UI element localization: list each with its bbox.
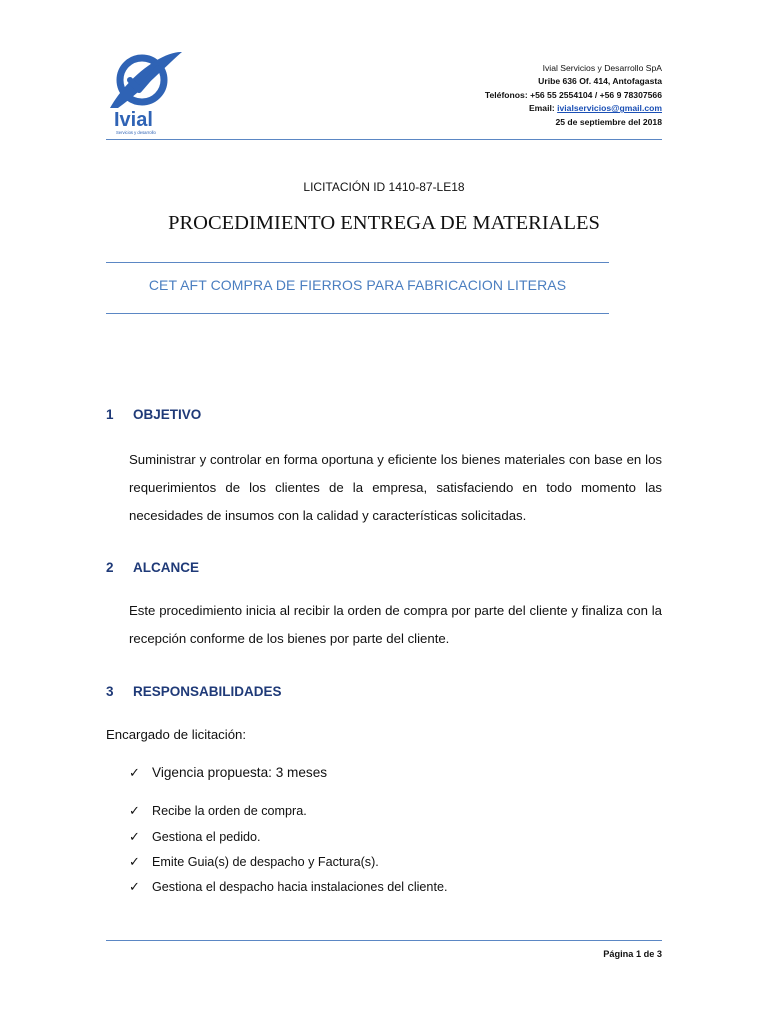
email-label: Email: <box>528 103 558 114</box>
section-number: 2 <box>106 560 114 575</box>
company-phones: Teléfonos: +56 55 2554104 / +56 9 78307566 <box>484 89 662 100</box>
subtitle-top-rule <box>106 262 609 263</box>
licitacion-id: LICITACIÓN ID 1410-87-LE18 <box>303 180 465 194</box>
section-number: 1 <box>106 407 114 422</box>
company-name: Ivial Servicios y Desarrollo SpA <box>542 63 662 73</box>
list-item <box>129 829 261 845</box>
section-title: OBJETIVO <box>133 407 202 422</box>
company-address: Uribe 636 Of. 414, Antofagasta <box>538 76 662 87</box>
checkmark-icon: ✓ <box>129 803 140 818</box>
list-item-text: Emite Guia(s) de despacho y Factura(s). <box>152 855 379 869</box>
list-item <box>129 879 447 895</box>
alcance-paragraph: Este procedimiento inicia al recibir la orden de compra por parte del cliente y finaliza con la recepción conforme de los bienes por parte del cliente. <box>129 603 662 646</box>
responsabilidades-intro: Encargado de licitación: <box>106 727 247 742</box>
list-item-text: Gestiona el despacho hacia instalaciones del cliente. <box>152 880 448 894</box>
section-title: RESPONSABILIDADES <box>133 684 282 699</box>
objetivo-paragraph: Suministrar y controlar en forma oportuna y eficiente los bienes materiales con base en los requerimientos de los clientes de la empresa, satisfaciendo en todo momento las necesidades de insumos con la calidad y características solicitadas. <box>129 452 662 523</box>
footer-divider <box>106 940 662 941</box>
company-email-line <box>362 102 662 115</box>
section-heading-objetivo <box>106 407 201 422</box>
list-item-text: Recibe la orden de compra. <box>152 804 307 818</box>
ivial-logo <box>108 46 188 136</box>
list-item-text: Vigencia propuesta: 3 meses <box>152 765 328 780</box>
page-number: Página 1 de 3 <box>603 949 662 959</box>
email-link[interactable]: ivialservicios@gmail.com <box>557 103 662 114</box>
list-item <box>129 765 327 781</box>
section-heading-alcance <box>106 560 199 575</box>
document-subtitle: CET AFT COMPRA DE FIERROS PARA FABRICACION LITERAS <box>148 277 567 293</box>
document-date: 25 de septiembre del 2018 <box>555 116 662 127</box>
list-item-text: Gestiona el pedido. <box>152 830 261 844</box>
section-heading-responsabilidades <box>106 684 282 699</box>
subtitle-bottom-rule <box>106 313 609 314</box>
checkmark-icon: ✓ <box>129 854 140 869</box>
company-info <box>362 62 662 129</box>
section-number: 3 <box>106 684 114 699</box>
list-item <box>129 803 307 819</box>
logo-tagline: Servicios y desarrollo <box>116 130 156 135</box>
checkmark-icon: ✓ <box>129 879 140 894</box>
list-item <box>129 854 379 870</box>
logo-text: Ivial <box>114 109 153 131</box>
document-title: PROCEDIMIENTO ENTREGA DE MATERIALES <box>168 212 600 234</box>
section-title: ALCANCE <box>133 560 199 575</box>
checkmark-icon: ✓ <box>129 765 140 780</box>
header-divider <box>106 139 662 140</box>
checkmark-icon: ✓ <box>129 829 140 844</box>
